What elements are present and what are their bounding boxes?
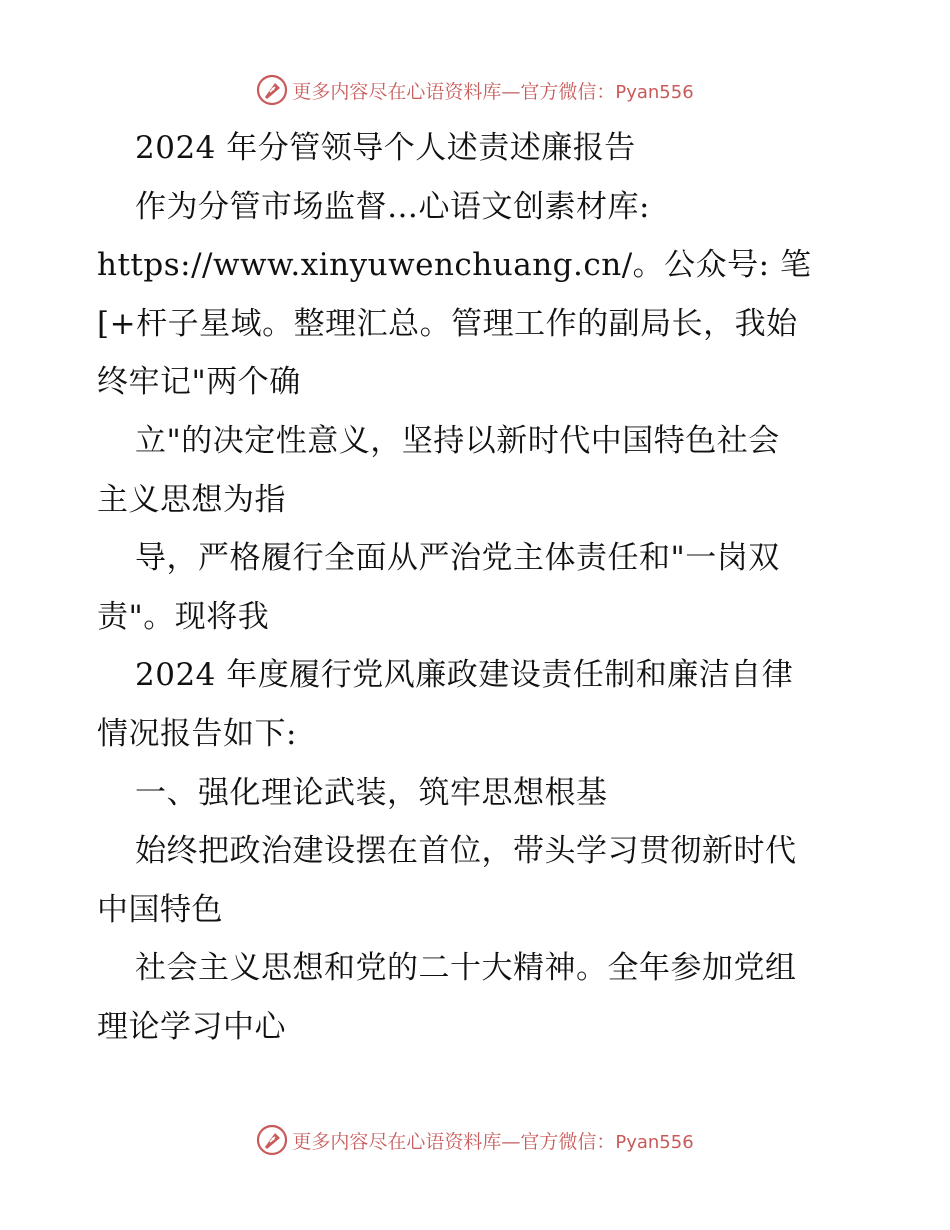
- paragraph-line: 始终把政治建设摆在首位，带头学习贯彻新时代: [135, 833, 797, 870]
- document-title: 2024 年分管领导个人述责述廉报告: [135, 130, 636, 166]
- paragraph-line: 责"。现将我: [97, 598, 270, 635]
- watermark-banner-bottom: [0, 1120, 950, 1160]
- watermark-label: 官方微信：: [520, 1130, 616, 1153]
- paragraph-line: 情况报告如下:: [97, 715, 297, 752]
- paragraph-line: https://www.xinyuwenchuang.cn/。公众号: 笔: [97, 247, 812, 284]
- paragraph-line: 中国特色: [97, 891, 223, 928]
- watermark-text: [292, 1127, 693, 1154]
- watermark-account: Pyan556: [615, 1131, 694, 1153]
- pen-nib-logo-icon: [256, 74, 288, 106]
- paragraph-line: 主义思想为指: [97, 481, 286, 518]
- watermark-label: 官方微信：: [520, 80, 616, 103]
- paragraph-line: 导，严格履行全面从严治党主体责任和"一岗双: [135, 540, 780, 577]
- paragraph-line: 立"的决定性意义，坚持以新时代中国特色社会: [135, 422, 780, 459]
- pen-nib-logo-icon: [256, 1124, 288, 1156]
- paragraph-line: 终牢记"两个确: [97, 364, 301, 401]
- document-body: [97, 119, 857, 1057]
- paragraph-line: 作为分管市场监督…心语文创素材库:: [135, 188, 650, 225]
- watermark-text: [292, 77, 693, 104]
- watermark-dash: —: [501, 1130, 521, 1153]
- watermark-banner-top: [0, 70, 950, 110]
- section-heading: 一、强化理论武装，筑牢思想根基: [135, 774, 608, 811]
- watermark-prefix: 更多内容尽在心语资料库: [292, 80, 502, 103]
- paragraph-line: [+杆子星域。整理汇总。管理工作的副局长，我始: [97, 305, 798, 342]
- watermark-account: Pyan556: [615, 81, 694, 103]
- watermark-dash: —: [501, 80, 521, 103]
- paragraph-line: 理论学习中心: [97, 1008, 286, 1045]
- paragraph-line: 2024 年度履行党风廉政建设责任制和廉洁自律: [135, 657, 794, 694]
- paragraph-line: 社会主义思想和党的二十大精神。全年参加党组: [135, 950, 797, 987]
- watermark-prefix: 更多内容尽在心语资料库: [292, 1130, 502, 1153]
